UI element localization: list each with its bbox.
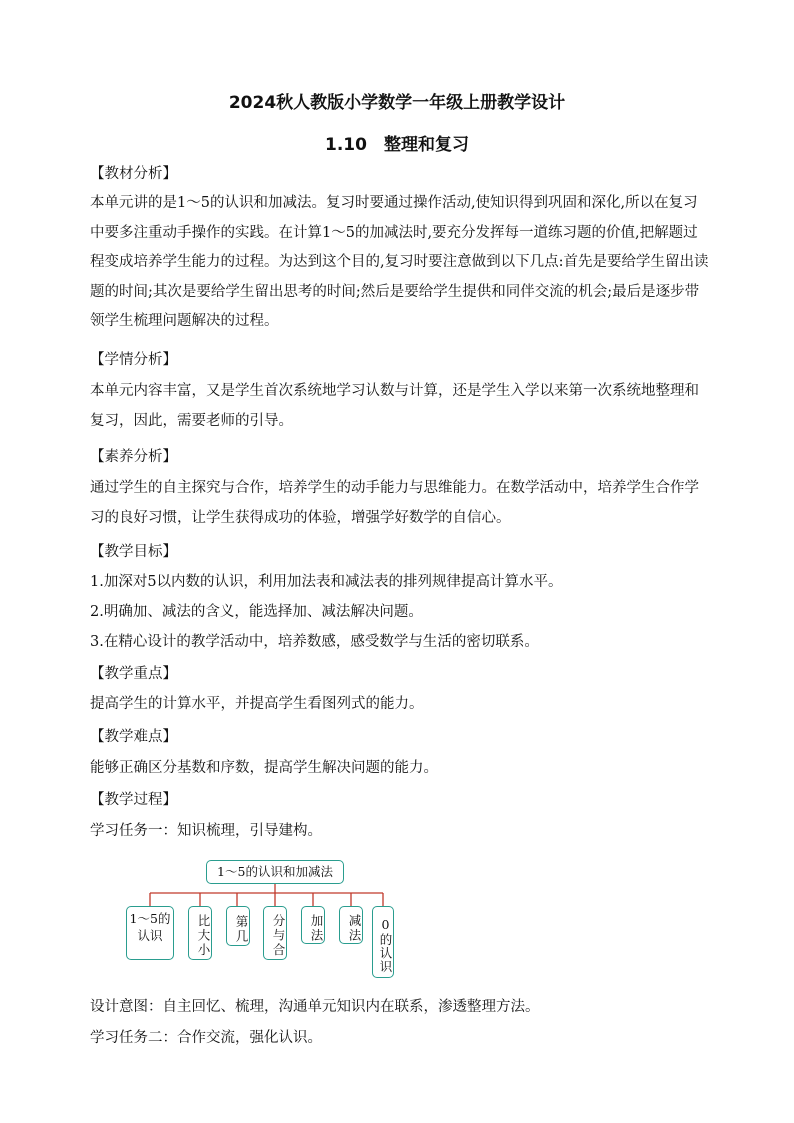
section-text-textbook-analysis: 本单元讲的是1～5的认识和加减法。复习时要通过操作活动,使知识得到巩固和深化,所以在复习中要多注重动手操作的实践。在计算1～5的加减法时,要充分发挥每一道练习题的价值,把解题过程变成培养学生能力的过程。为达到这个目的,复习时要注意做到以下几点:首先是要给学生留出读题的时间;其次是要给学生留出思考的时间;然后是要给学生提供和同伴交流的机会;最后是逐步带领学生梳理问题解决的过程。 [90, 195, 709, 329]
diagram-root-node: 1～5的认识和加减法 [206, 860, 344, 884]
diagram-node: 第几 [226, 906, 250, 946]
lesson-subtitle: 1.10 整理和复习 [325, 135, 469, 155]
section-heading-student-analysis: 【学情分析】 [90, 352, 177, 368]
learning-task-two: 学习任务二：合作交流，强化认识。 [90, 1030, 322, 1046]
design-intent: 设计意图：自主回忆、梳理，沟通单元知识内在联系，渗透整理方法。 [90, 999, 540, 1015]
section-text-difficulties: 能够正确区分基数和序数，提高学生解决问题的能力。 [90, 760, 438, 776]
section-text-student-analysis: 本单元内容丰富，又是学生首次系统地学习认数与计算，还是学生入学以来第一次系统地整理和复习，因此，需要老师的引导。 [90, 383, 699, 429]
teaching-goal-item: 2.明确加、减法的含义，能选择加、减法解决问题。 [90, 604, 423, 620]
section-heading-teaching-process: 【教学过程】 [90, 792, 177, 808]
section-heading-literacy-analysis: 【素养分析】 [90, 449, 177, 465]
section-heading-difficulties: 【教学难点】 [90, 729, 177, 745]
section-text-literacy-analysis: 通过学生的自主探究与合作，培养学生的动手能力与思维能力。在数学活动中，培养学生合作学习的良好习惯，让学生获得成功的体验，增强学好数学的自信心。 [90, 480, 699, 526]
diagram-node: 0的认识 [372, 906, 394, 978]
diagram-node: 加法 [301, 906, 325, 944]
diagram-node: 1～5的认识 [126, 906, 174, 960]
document-title: 2024秋人教版小学数学一年级上册教学设计 [228, 93, 566, 113]
teaching-goal-item: 3.在精心设计的教学活动中，培养数感，感受数学与生活的密切联系。 [90, 634, 539, 650]
diagram-node: 减法 [339, 906, 363, 944]
section-heading-key-points: 【教学重点】 [90, 666, 177, 682]
learning-task-one: 学习任务一：知识梳理，引导建构。 [90, 823, 322, 839]
section-heading-teaching-goals: 【教学目标】 [90, 544, 177, 560]
diagram-node: 比大小 [188, 906, 212, 960]
diagram-node: 分与合 [263, 906, 287, 960]
section-text-key-points: 提高学生的计算水平，并提高学生看图列式的能力。 [90, 696, 424, 712]
teaching-goal-item: 1.加深对5以内数的认识，利用加法表和减法表的排列规律提高计算水平。 [90, 574, 563, 590]
section-heading-textbook-analysis: 【教材分析】 [90, 166, 177, 182]
